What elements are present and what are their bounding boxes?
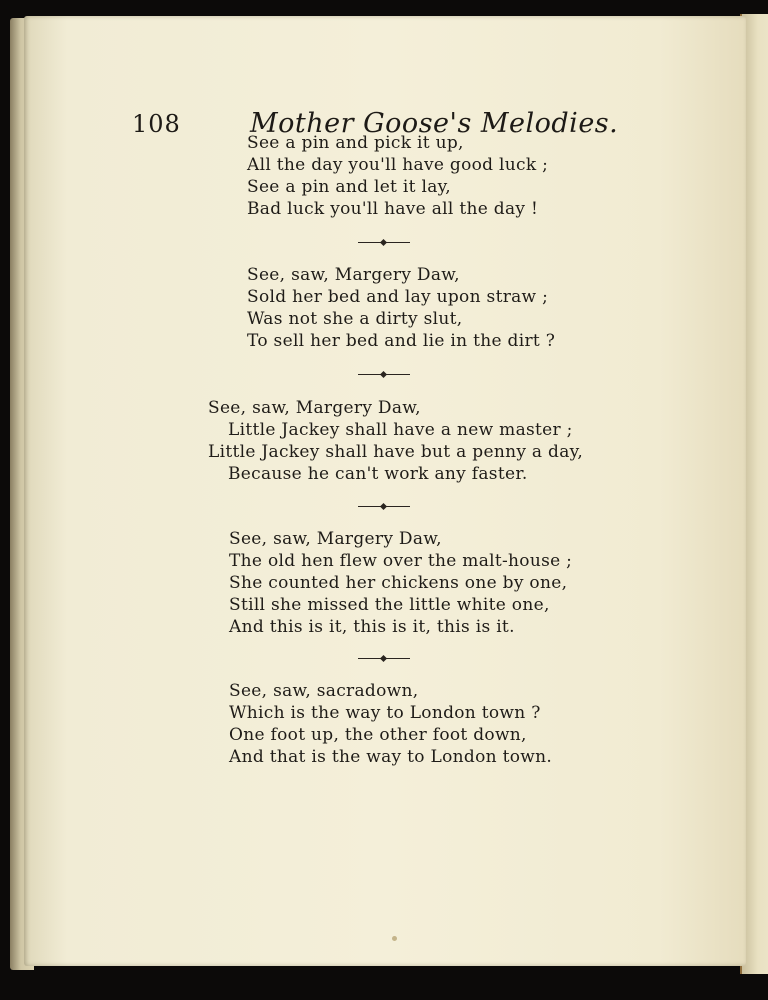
verse-line: Bad luck you'll have all the day ! [247, 199, 539, 219]
ornament-divider [358, 372, 410, 378]
verse-line: See, saw, sacradown, [229, 681, 419, 701]
verse-line: One foot up, the other foot down, [229, 725, 527, 745]
page-number: 108 [132, 110, 181, 138]
diamond-ornament-icon [380, 503, 387, 510]
verse-line: Sold her bed and lay upon straw ; [247, 287, 549, 307]
verse-line: See a pin and let it lay, [247, 177, 451, 197]
rhyme-stanza [229, 528, 572, 638]
rhyme-stanza [208, 397, 583, 485]
verse-line: Which is the way to London town ? [229, 703, 541, 723]
rhyme-stanza [247, 264, 555, 352]
verse-line: To sell her bed and lie in the dirt ? [247, 331, 556, 351]
ornament-divider [358, 656, 410, 662]
ornament-divider [358, 240, 410, 246]
verse-line: And that is the way to London town. [229, 747, 553, 767]
diamond-ornament-icon [380, 655, 387, 662]
verse-line: Little Jackey shall have but a penny a day, [208, 442, 584, 462]
book-page [24, 16, 746, 966]
diamond-ornament-icon [380, 371, 387, 378]
running-title: Mother Goose's Melodies. [250, 108, 619, 139]
paper-speck [392, 936, 397, 941]
verse-line: Little Jackey shall have a new master ; [228, 420, 573, 440]
verse-line: See, saw, Margery Daw, [229, 529, 442, 549]
verse-line: See, saw, Margery Daw, [208, 398, 421, 418]
verse-line: See a pin and pick it up, [247, 133, 464, 153]
rhyme-stanza [247, 132, 548, 220]
verse-line: See, saw, Margery Daw, [247, 265, 460, 285]
verse-line: Because he can't work any faster. [228, 464, 528, 484]
rhyme-stanza [229, 680, 552, 768]
verse-line: All the day you'll have good luck ; [247, 155, 549, 175]
verse-line: Still she missed the little white one, [229, 595, 550, 615]
verse-line: And this is it, this is it, this is it. [229, 617, 515, 637]
verse-line: Was not she a dirty slut, [247, 309, 463, 329]
verse-line: She counted her chickens one by one, [229, 573, 568, 593]
diamond-ornament-icon [380, 239, 387, 246]
ornament-divider [358, 504, 410, 510]
verse-line: The old hen flew over the malt-house ; [229, 551, 573, 571]
